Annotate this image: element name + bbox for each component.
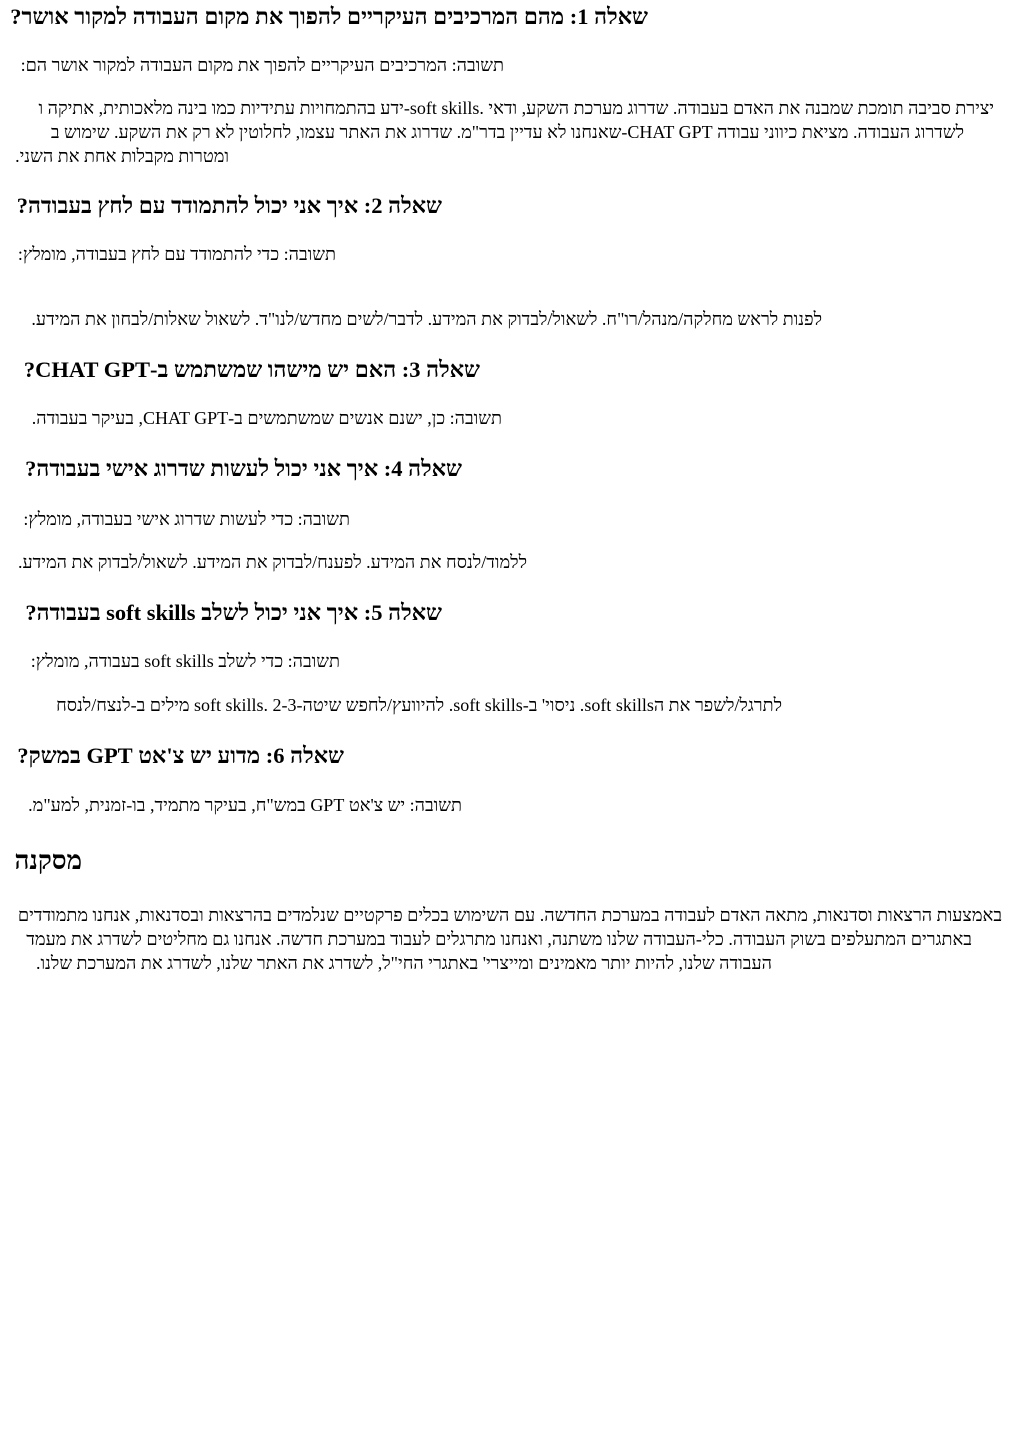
conclusion-line-2: באתגרים המתעלפים בשוק העבודה. כלי-העבודה שלנו משתנה, ואנחנו מתרגלים לעבוד במערכת חדשה. אנחנו גם מחליטים לשדרג את מעמד xyxy=(26,929,972,949)
conclusion-line-1: באמצעות הרצאות וסדנאות, מתאה האדם לעבודה במערכת החדשה. עם השימוש בכלים פרקטיים שנלמדים בהרצאות ובסדנאות, אנחנו מתמודדים xyxy=(17,905,1002,925)
question-5-heading: שאלה 5: איך אני יכול לשלב soft skills בעבודה? xyxy=(25,600,442,625)
question-1-answer-intro: תשובה: המרכיבים העיקריים להפוך את מקום העבודה למקור אושר הם: xyxy=(20,55,504,75)
conclusion-line-3: העבודה שלנו, להיות יותר מאמינים ומייצרי' באתגרי החי"ל, לשדרג את האתר שלנו, לשדרג את המערכת שלנו. xyxy=(35,953,772,973)
question-5-answer-line: לתרגל/לשפר את הsoft skills. ניסוי' ב-soft skills. להיוועץ/לחפש שיטה-soft skills. 2-3 מילים ב-לנצח/לנסח xyxy=(56,695,782,715)
conclusion-heading: מסקנה xyxy=(14,846,82,875)
question-4-answer-intro: תשובה: כדי לעשות שדרוג אישי בעבודה, מומלץ: xyxy=(23,509,350,529)
question-1-answer-line-2: לשדרוג העבודה. מציאת כיווני עבודה CHAT GPT-שאנחנו לא עדיין בדר"מ. שדרוג את האתר עצמו, לחלוטין לא רק את השקע. שימוש ב xyxy=(50,122,964,142)
question-1-answer-line-1: יצירת סביבה תומכת שמבנה את האדם בעבודה. שדרוג מערכת השקע, ודאי .soft skills-ידע בהתמחויות עתידיות כמו בינה מלאכותית, אתיקה ו xyxy=(38,98,994,118)
question-2-answer-line: לפנות לראש מחלקה/מנהל/רו"ח. לשאול/לבדוק את המידע. לדבר/לשים מחדש/לנו"ד. לשאול שאלות/לבחון את המידע. xyxy=(31,309,822,329)
question-1-answer-line-3: ומטרות מקבלות אחת את השני. xyxy=(15,146,229,166)
question-3-answer-line: תשובה: כן, ישנם אנשים שמשתמשים ב-CHAT GPT, בעיקר בעבודה. xyxy=(31,408,502,428)
question-6-heading: שאלה 6: מדוע יש צ'אט GPT במשק? xyxy=(17,743,344,768)
question-2-heading: שאלה 2: איך אני יכול להתמודד עם לחץ בעבודה? xyxy=(16,193,442,218)
question-6-answer-line: תשובה: יש צ'אט GPT במש"ח, בעיקר מתמיד, בו-זמנית, למע"מ. xyxy=(28,795,462,815)
question-3-heading: שאלה 3: האם יש מישהו שמשתמש ב-CHAT GPT? xyxy=(23,357,480,382)
question-2-answer-intro: תשובה: כדי להתמודד עם לחץ בעבודה, מומלץ: xyxy=(17,244,336,264)
question-4-heading: שאלה 4: איך אני יכול לעשות שדרוג אישי בעבודה? xyxy=(25,456,462,481)
question-4-answer-line: ללמוד/לנסח את המידע. לפענח/לבדוק את המידע. לשאול/לבדוק את המידע. xyxy=(17,552,527,572)
question-5-answer-intro: תשובה: כדי לשלב soft skills בעבודה, מומלץ: xyxy=(30,651,340,671)
question-1-heading: שאלה 1: מהם המרכיבים העיקריים להפוך את מקום העבודה למקור אושר? xyxy=(10,4,648,29)
